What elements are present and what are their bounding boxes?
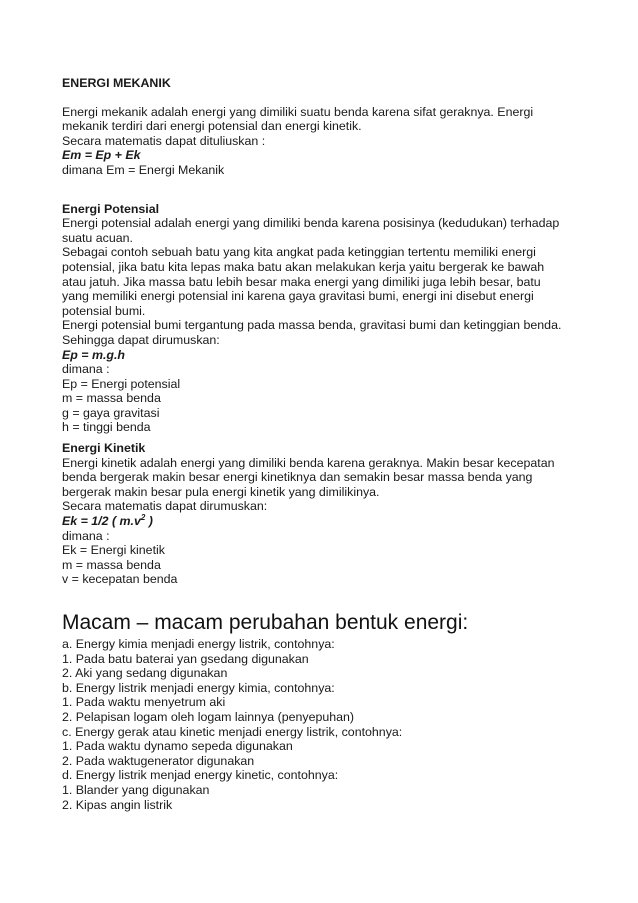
legend-line: m = massa benda	[62, 557, 161, 572]
legend-line: g = gaya gravitasi	[62, 405, 160, 420]
list-item: 1. Pada waktu menyetrum aki	[62, 695, 226, 710]
formula: Ep = m.g.h	[62, 347, 125, 362]
paragraph-line: bergerak makin besar pula energi kinetik yang dimilikinya.	[62, 484, 380, 499]
list-item: 2. Pelapisan logam oleh logam lainnya (penyepuhan)	[62, 709, 355, 724]
paragraph-line: Energi potensial adalah energi yang dimiliki benda karena posisinya (kedudukan) terhadap	[62, 216, 560, 231]
paragraph-line: suatu acuan.	[62, 230, 133, 245]
legend-line: m = massa benda	[62, 391, 161, 406]
list-item: d. Energy listrik menjad energy kinetic, contohnya:	[62, 768, 339, 783]
formula	[62, 514, 592, 529]
paragraph-line: Secara matematis dapat dituliuskan :	[62, 133, 266, 148]
list-item: 2. Kipas angin listrik	[62, 797, 173, 812]
paragraph-line: Secara matematis dapat dirumuskan:	[62, 499, 268, 514]
section-perubahan-energi	[62, 611, 592, 812]
list-item: 1. Blander yang digunakan	[62, 782, 210, 797]
list-item: 1. Pada waktu dynamo sepeda digunakan	[62, 739, 293, 754]
section-title: ENERGI MEKANIK	[62, 76, 171, 90]
paragraph-line: atau jatuh. Jika massa batu lebih besar maka energi yang dimiliki juga lebih besar, batu	[62, 274, 541, 289]
paragraph-line: benda bergerak makin besar energi kinetiknya dan semakin besar massa benda yang	[62, 470, 533, 485]
formula-end: )	[145, 514, 153, 529]
paragraph-line: Sehingga dapat dirumuskan:	[62, 332, 220, 347]
legend-line: dimana :	[62, 362, 110, 377]
legend-line: Ek = Energi kinetik	[62, 543, 165, 558]
formula: Em = Ep + Ek	[62, 148, 141, 163]
section-energi-potensial	[62, 202, 592, 436]
paragraph-line: Energi mekanik adalah energi yang dimiliki suatu benda karena sifat geraknya. Energi	[62, 104, 534, 119]
list-item: c. Energy gerak atau kinetic menjadi energy listrik, contohnya:	[62, 724, 403, 739]
paragraph-line: Energi kinetik adalah energi yang dimiliki benda karena geraknya. Makin besar kecepatan	[62, 455, 555, 470]
section-title: Energi Kinetik	[62, 441, 146, 456]
paragraph-line: yang memiliki energi potensial ini karena gaya gravitasi bumi, energi ini disebut energi	[62, 289, 534, 304]
formula-exponent: 2	[140, 513, 146, 523]
section-energi-kinetik	[62, 441, 592, 587]
formula-note: dimana Em = Energi Mekanik	[62, 162, 225, 177]
document-body	[62, 76, 592, 812]
paragraph-line: mekanik terdiri dari energi potensial dan energi kinetik.	[62, 119, 362, 134]
legend-line: v = kecepatan benda	[62, 572, 178, 587]
section-heading: Macam – macam perubahan bentuk energi:	[62, 611, 469, 634]
legend-line: dimana :	[62, 528, 110, 543]
list-item: a. Energy kimia menjadi energy listrik, contohnya:	[62, 637, 335, 651]
section-title: Energi Potensial	[62, 201, 160, 216]
paragraph-line: potensial bumi.	[62, 303, 146, 318]
legend-line: Ep = Energi potensial	[62, 376, 181, 391]
paragraph-line: Sebagai contoh sebuah batu yang kita angkat pada ketinggian tertentu memiliki energi	[62, 245, 536, 260]
list-item: 2. Aki yang sedang digunakan	[62, 666, 228, 681]
paragraph-line: potensial, jika batu kita lepas maka batu akan melakukan kerja yaitu bergerak ke bawah	[62, 259, 545, 274]
list-item: 1. Pada batu baterai yan gsedang digunakan	[62, 651, 309, 666]
list-item: b. Energy listrik menjadi energy kimia, contohnya:	[62, 680, 335, 695]
legend-line: h = tinggi benda	[62, 420, 151, 435]
paragraph-line: Energi potensial bumi tergantung pada massa benda, gravitasi bumi dan ketinggian benda.	[62, 318, 562, 333]
section-energi-mekanik	[62, 76, 592, 178]
formula-main: Ek = 1/2 ( m.v	[62, 514, 141, 529]
list-item: 2. Pada waktugenerator digunakan	[62, 753, 255, 768]
